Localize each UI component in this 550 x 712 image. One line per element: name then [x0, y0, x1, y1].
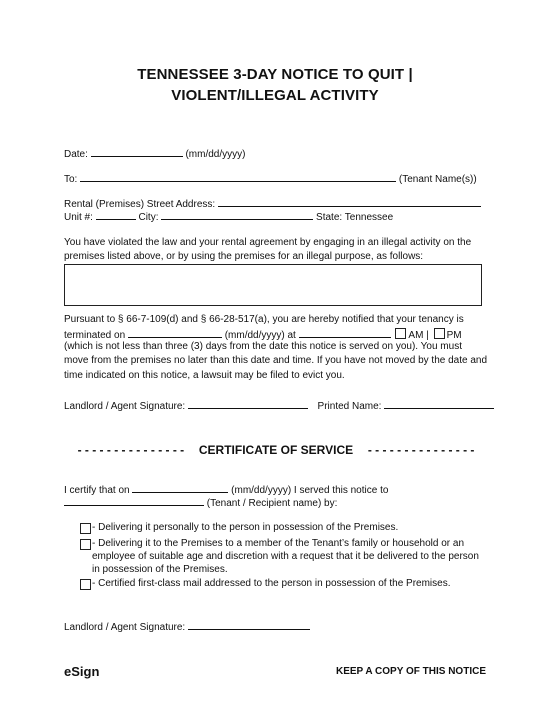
certificate-signature-row: [64, 620, 310, 634]
certificate-title: CERTIFICATE OF SERVICE: [198, 443, 354, 457]
left-dashes: - - - - - - - - - - - - - - -: [77, 443, 185, 457]
certify-prefix: I certify that on: [64, 485, 130, 496]
termination-time-field[interactable]: [299, 328, 391, 338]
termination-date-format: (mm/dd/yyyy) at: [224, 330, 296, 341]
tenant-names-field[interactable]: [80, 172, 396, 182]
violation-text: You have violated the law and your rental agreement by engaging in an illegal activity on the premises listed above, or by using the premises for an illegal purpose, as follows:: [64, 237, 472, 263]
recipient-name-field[interactable]: [64, 496, 204, 506]
notice-line-1: Pursuant to § 66-7-109(d) and § 66-28-517(a), you are hereby notified that your tenancy is: [64, 314, 464, 325]
address-label: Rental (Premises) Street Address:: [64, 199, 216, 210]
address-row: [64, 197, 481, 211]
keep-copy-notice: KEEP A COPY OF THIS NOTICE: [335, 666, 486, 677]
service-option-text: - Delivering it personally to the person in possession of the Premises.: [92, 522, 399, 533]
certificate-signature-field[interactable]: [188, 620, 310, 630]
service-option-text: - Certified first-class mail addressed to the person in possession of the Premises.: [92, 578, 451, 589]
service-option-personal: [64, 521, 488, 534]
document-title-line1: TENNESSEE 3-DAY NOTICE TO QUIT |: [137, 66, 413, 83]
service-option-premises: [64, 537, 488, 576]
street-address-field[interactable]: [218, 197, 481, 207]
date-format-hint: (mm/dd/yyyy): [185, 149, 246, 160]
to-label: To:: [64, 174, 78, 185]
printed-name-field[interactable]: [384, 399, 494, 409]
to-row: [64, 172, 477, 186]
unit-label: Unit #:: [64, 212, 93, 223]
document-title-line2: VIOLENT/ILLEGAL ACTIVITY: [171, 87, 379, 104]
pm-checkbox[interactable]: [434, 328, 445, 339]
signature-row: [64, 399, 494, 413]
landlord-signature-field[interactable]: [188, 399, 308, 409]
printed-name-label: Printed Name:: [317, 401, 382, 412]
city-field[interactable]: [161, 210, 313, 220]
date-field[interactable]: [91, 147, 183, 157]
termination-date-field[interactable]: [128, 328, 222, 338]
recipient-label: (Tenant / Recipient name) by:: [206, 498, 338, 509]
service-date-field[interactable]: [132, 483, 228, 493]
state-label: State: Tennessee: [316, 212, 394, 223]
illegal-activity-description-box[interactable]: [64, 264, 482, 306]
service-option-mail: [64, 577, 488, 590]
tenant-names-label: (Tenant Name(s)): [398, 174, 477, 185]
certify-mid: (mm/dd/yyyy) I served this notice to: [231, 485, 389, 496]
notice-rest: (which is not less than three (3) days from the date this notice is served on you). You must move from the premises no later than this date and time. If you have not moved by the date and time indicated on this notice, a lawsuit may be filed to evict you.: [64, 341, 488, 381]
am-checkbox[interactable]: [395, 328, 406, 339]
certificate-of-service-heading: [64, 443, 488, 457]
esign-logo: eSign: [64, 664, 100, 679]
am-label: AM |: [408, 330, 429, 341]
date-label: Date:: [64, 149, 88, 160]
personal-delivery-checkbox[interactable]: [80, 523, 91, 534]
unit-field[interactable]: [96, 210, 136, 220]
certify-row: [64, 483, 388, 497]
pm-label: PM: [446, 330, 462, 341]
right-dashes: - - - - - - - - - - - - - - -: [367, 443, 475, 457]
certified-mail-checkbox[interactable]: [80, 579, 91, 590]
terminated-on-label: terminated on: [64, 330, 126, 341]
unit-city-state-row: [64, 210, 393, 224]
service-option-text: - Delivering it to the Premises to a member of the Tenant’s family or household or an employee of suitable age and discretion with a request that it be delivered to the person in possession of the Premises.: [92, 538, 479, 575]
date-row: [64, 147, 245, 161]
recipient-row: [64, 496, 337, 510]
premises-delivery-checkbox[interactable]: [80, 539, 91, 550]
landlord-signature-label: Landlord / Agent Signature:: [64, 401, 186, 412]
certificate-landlord-label: Landlord / Agent Signature:: [64, 622, 186, 633]
city-label: City:: [138, 212, 159, 223]
